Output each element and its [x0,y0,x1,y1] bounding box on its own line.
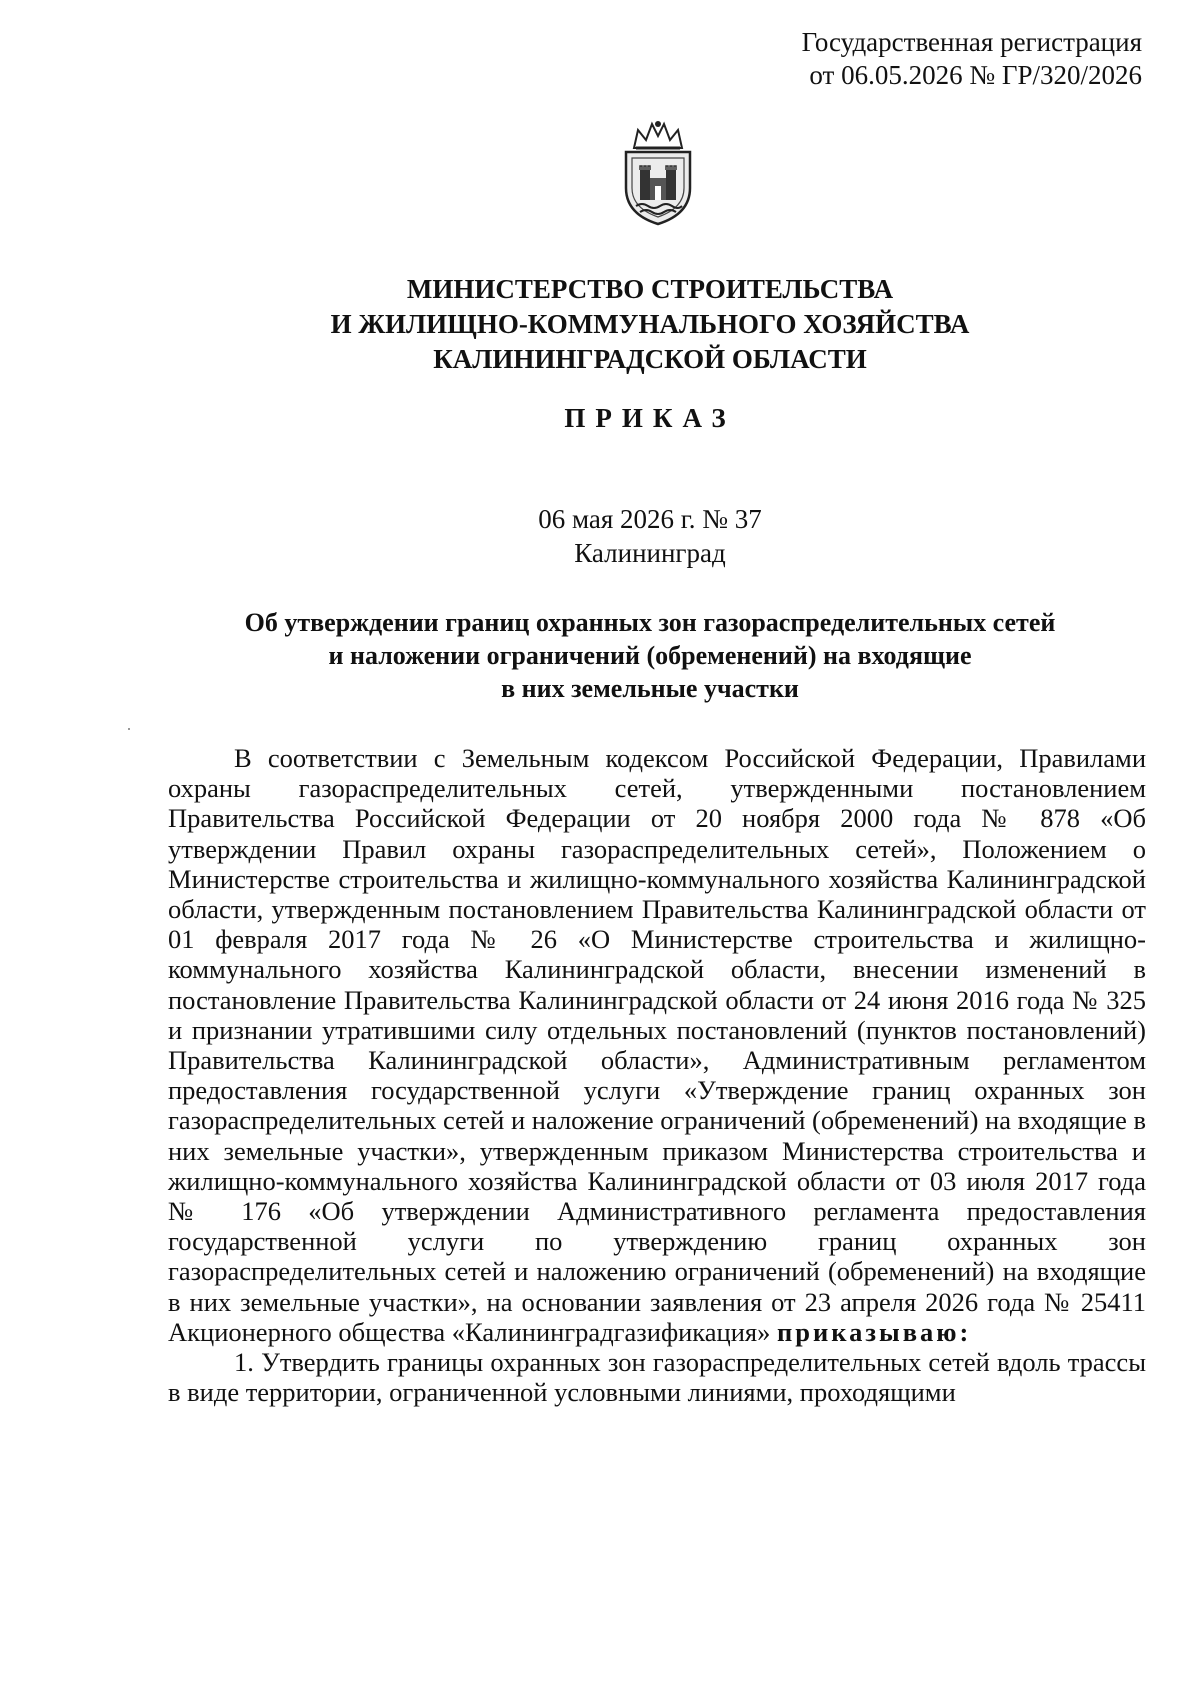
date-block [150,502,1150,570]
ministry-line-3: КАЛИНИНГРАДСКОЙ ОБЛАСТИ [433,344,867,374]
order-body [168,743,1146,1407]
subject-line-3: в них земельные участки [501,674,799,703]
order-keyword: приказываю: [776,1316,972,1347]
clause-1-paragraph: 1. Утвердить границы охранных зон газораспределительных сетей вдоль трассы в виде территории, ограниченной условными линиями, проходящими [168,1347,1146,1408]
ministry-name [150,272,1150,377]
scan-speck [128,728,130,730]
coat-of-arms-icon [612,118,704,226]
subject-line-1: Об утверждении границ охранных зон газораспределительных сетей [244,608,1056,637]
order-subject [150,606,1150,705]
preamble-paragraph [168,743,1146,1347]
registration-line-2: от 06.05.2026 № ГР/320/2026 [809,60,1142,90]
order-city: Калининград [574,538,726,568]
registration-stamp [802,26,1142,92]
ministry-line-2: И ЖИЛИЩНО-КОММУНАЛЬНОГО ХОЗЯЙСТВА [330,309,970,339]
preamble-text: В соответствии с Земельным кодексом Российской Федерации, Правилами охраны газораспределительных сетей, утвержденными постановлением Правительства Российской Федерации от 20 ноября 2000 года № 878 «Об утверждении Правил охраны газораспределительных сетей», Положением о Министерстве строительства и жилищно-коммунального хозяйства Калининградской области, утвержденным постановлением Правительства Калининградской области от 01 февраля 2017 года № 26 «О Министерстве строительства и жилищно-коммунального хозяйства Калининградской области, внесении изменений в постановление Правительства Калининградской области от 24 июня 2016 года № 325 и признании утратившими силу отдельных постановлений (пунктов постановлений) Правительства Калининградской области», Административным регламентом предоставления государственной услуги «Утверждение границ охранных зон газораспределительных сетей и наложение ограничений (обременений) на входящие в них земельные участки», утвержденным приказом Министерства строительства и жилищно-коммунального хозяйства Калининградской области от 03 июля 2017 года № 176 «Об утверждении Административного регламента предоставления государственной услуги по утверждению границ охранных зон газораспределительных сетей и наложению ограничений (обременений) на входящие в них земельные участки», на основании заявления от 23 апреля 2026 года № 25411 Акционерного общества «Калининградгазификация» [168,743,1147,1347]
ministry-line-1: МИНИСТЕРСТВО СТРОИТЕЛЬСТВА [406,274,894,304]
document-type: ПРИКАЗ [564,403,736,433]
registration-line-1: Государственная регистрация [801,27,1142,57]
subject-line-2: и наложении ограничений (обременений) на входящие [328,641,972,670]
order-date-number: 06 мая 2026 г. № 37 [538,504,762,534]
